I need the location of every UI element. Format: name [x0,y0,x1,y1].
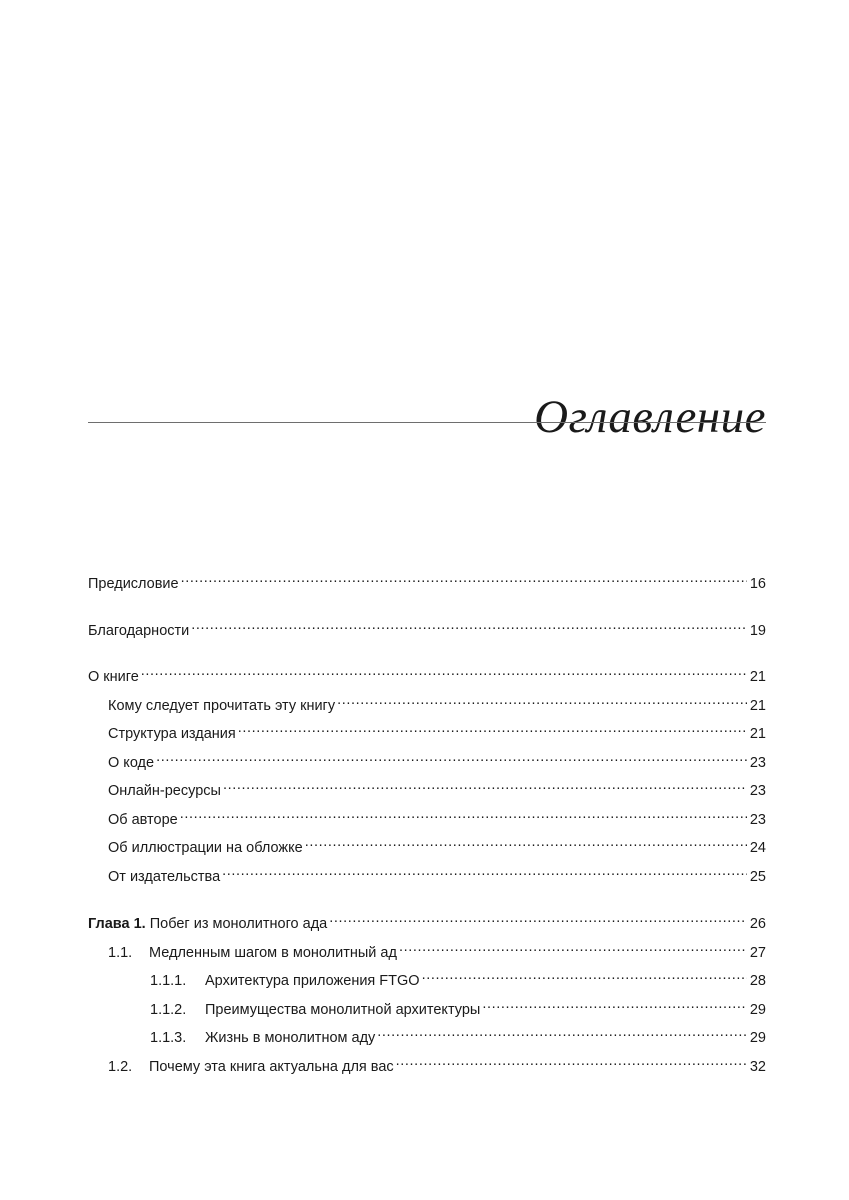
toc-page-number: 21 [749,726,766,742]
toc-page-number: 29 [749,1030,766,1046]
toc-entry-1-1-3[interactable] [150,1022,766,1046]
dot-leader [305,832,747,852]
toc-entry-preface[interactable] [88,568,766,592]
title-divider [88,422,766,423]
dot-leader [222,861,747,881]
toc-entry-title: О коде [108,755,155,771]
toc-entry-about-author[interactable] [108,804,766,828]
dot-leader [141,661,747,681]
dot-leader [238,718,747,738]
toc-entry-from-publisher[interactable] [108,861,766,885]
section-number: 1.1. [108,945,133,961]
toc-entry-title: Медленным шагом в монолитный ад [149,945,397,961]
section-number: 1.1.1. [150,973,187,989]
dot-leader [329,908,747,928]
toc-page-number: 24 [749,840,766,856]
dot-leader [223,775,747,795]
dot-leader [180,804,747,824]
toc-page-number: 23 [749,755,766,771]
toc-entry-title [88,914,327,934]
dot-leader [191,615,747,635]
dot-leader [422,965,747,985]
section-number: 1.1.2. [150,1002,187,1018]
page-title: Оглавление [534,391,766,444]
toc-entry-title: Преимущества монолитной архитектуры [205,1002,481,1018]
toc-page-number: 26 [749,916,766,932]
dot-leader [396,1051,747,1071]
toc-page-number: 23 [749,783,766,799]
toc-entry-title: Об иллюстрации на обложке [108,840,303,856]
toc-page-number: 32 [749,1059,766,1075]
toc-entry-title: Архитектура приложения FTGO [205,973,420,989]
toc-entry-about-book[interactable] [88,661,766,685]
toc-entry-acknowledgements[interactable] [88,615,766,639]
toc-page-number: 23 [749,812,766,828]
toc-entry-title: Предисловие [88,576,179,592]
toc-entry-title: Онлайн-ресурсы [108,783,221,799]
section-number: 1.1.3. [150,1030,187,1046]
dot-leader [377,1022,747,1042]
toc-entry-title: Кому следует прочитать эту книгу [108,698,336,714]
chapter-number: Глава 1. [88,916,146,932]
toc-page-number: 21 [749,698,766,714]
toc-entry-title: Почему эта книга актуальна для вас [149,1059,394,1075]
dot-leader [181,568,747,588]
dot-leader [399,937,747,957]
toc-entry-title: О книге [88,669,139,685]
section-number: 1.2. [108,1059,133,1075]
toc-entry-title: Жизнь в монолитном аду [205,1030,376,1046]
toc-entry-chapter-1[interactable] [88,908,766,932]
toc-entry-1-2[interactable] [108,1051,766,1075]
dot-leader [156,747,747,767]
toc-entry-online-resources[interactable] [108,775,766,799]
dot-leader [337,690,747,710]
toc-page-number: 25 [749,869,766,885]
toc-entry-1-1-2[interactable] [150,994,766,1018]
toc-entry-who-should-read[interactable] [108,690,766,714]
toc-entry-1-1[interactable] [108,937,766,961]
dot-leader [482,994,747,1014]
toc-page-number: 16 [749,576,766,592]
toc-page-number: 21 [749,669,766,685]
toc-entry-title: Благодарности [88,623,190,639]
toc-entry-cover-illustration[interactable] [108,832,766,856]
toc-page-number: 27 [749,945,766,961]
toc-entry-title: Об авторе [108,812,178,828]
toc-page-number: 19 [749,623,766,639]
toc-page-number: 29 [749,1002,766,1018]
toc-entry-1-1-1[interactable] [150,965,766,989]
chapter-title: Побег из монолитного ада [149,916,328,932]
toc-page-number: 28 [749,973,766,989]
toc-entry-title: Структура издания [108,726,236,742]
toc-entry-title: От издательства [108,869,221,885]
toc-entry-about-code[interactable] [108,747,766,771]
toc-entry-structure[interactable] [108,718,766,742]
